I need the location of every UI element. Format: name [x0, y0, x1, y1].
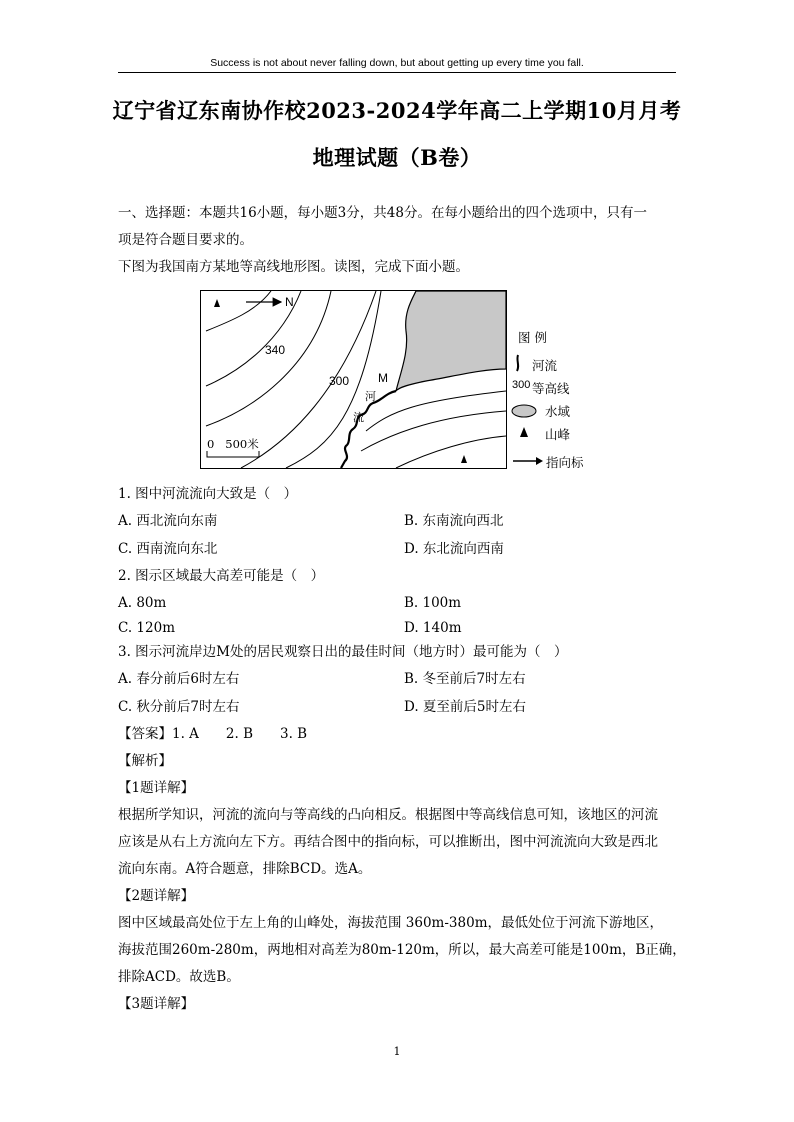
- contour-line: [206, 291, 271, 331]
- legend-river-icon: [514, 353, 534, 373]
- question-1-stem: 1. 图中河流流向大致是（ ）: [118, 486, 298, 502]
- legend-contour-label: 等高线: [532, 381, 570, 396]
- q1-detail-line: 根据所学知识，河流的流向与等高线的凸向相反。根据图中等高线信息可知，该地区的河流: [118, 807, 658, 823]
- header-rule: [118, 72, 676, 73]
- contour-line: [366, 391, 506, 431]
- contour-line: [241, 291, 376, 468]
- question-1-option-d: D. 东北流向西南: [404, 541, 504, 557]
- q1-detail-label: 【1题详解】: [118, 780, 195, 796]
- question-2-option-c: C. 120m: [118, 620, 175, 636]
- question-2-stem: 2. 图示区域最大高差可能是（ ）: [118, 568, 325, 584]
- contour-label-300: 300: [329, 374, 350, 388]
- q1-detail-line: 流向东南。A符合题意，排除BCD。选A。: [118, 861, 372, 877]
- legend-arrow-icon: [512, 455, 544, 467]
- legend-river-label: 河流: [532, 358, 558, 373]
- river-label-1: 河: [365, 390, 376, 403]
- q1-detail-line: 应该是从右上方流向左下方。再结合图中的指向标，可以推断出，图中河流流向大致是西北: [118, 834, 658, 850]
- q2-detail-line: 排除ACD。故选B。: [118, 969, 240, 985]
- legend-peak-icon: [518, 426, 530, 438]
- title-line-1: 辽宁省辽东南协作校2023-2024学年高二上学期10月月考: [112, 98, 682, 123]
- question-1-option-b: B. 东南流向西北: [404, 513, 504, 529]
- question-1-option-c: C. 西南流向东北: [118, 541, 218, 557]
- q2-detail-label: 【2题详解】: [118, 888, 195, 904]
- contour-line: [396, 436, 506, 468]
- question-3-option-d: D. 夏至前后5时左右: [404, 699, 527, 715]
- analysis-label: 【解析】: [118, 753, 172, 769]
- legend-arrow-label: 指向标: [546, 455, 584, 470]
- contour-line: [361, 411, 506, 451]
- legend-water-icon: [510, 404, 538, 418]
- question-2-option-a: A. 80m: [118, 595, 167, 611]
- river-label-2: 流: [353, 411, 364, 424]
- north-label: N: [285, 295, 294, 309]
- question-3-stem: 3. 图示河流岸边M处的居民观察日出的最佳时间（地方时）最可能为（ ）: [118, 644, 568, 660]
- question-3-option-c: C. 秋分前后7时左右: [118, 699, 240, 715]
- q2-detail-line: 图中区域最高处位于左上角的山峰处，海拔范围 360m-380m，最低处位于河流下游地区，: [118, 915, 663, 931]
- header-motto: Success is not about never falling down, but about getting up every time you fall.: [210, 57, 584, 69]
- figure-prompt: 下图为我国南方某地等高线地形图。读图，完成下面小题。: [118, 259, 469, 275]
- answer-line: 【答案】1. A 2. B 3. B: [118, 726, 308, 742]
- question-2-option-d: D. 140m: [404, 620, 462, 636]
- question-3-option-a: A. 春分前后6时左右: [118, 671, 240, 687]
- title-line-2: 地理试题（B卷）: [312, 145, 482, 170]
- legend-title: 图 例: [518, 330, 547, 345]
- peak-bottom-right: [461, 455, 467, 463]
- question-1-option-a: A. 西北流向东南: [118, 513, 218, 529]
- question-2-option-b: B. 100m: [404, 595, 462, 611]
- scale-label: 0 500米: [207, 437, 259, 451]
- contour-line: [206, 291, 331, 426]
- q2-detail-line: 海拔范围260m-280m，两地相对高差为80m-120m，所以，最大高差可能是100m，B正确，: [118, 942, 686, 958]
- section-instruction-2: 项是符合题目要求的。: [118, 232, 253, 248]
- legend-peak-label: 山峰: [545, 427, 571, 442]
- legend-contour-value: 300: [512, 379, 531, 391]
- point-m-label: M: [378, 371, 388, 385]
- contour-label-340: 340: [265, 343, 286, 357]
- water-body: [396, 291, 506, 391]
- section-instruction-1: 一、选择题：本题共16小题，每小题3分，共48分。在每小题给出的四个选项中，只有一: [118, 205, 647, 221]
- page-number: 1: [393, 1045, 401, 1058]
- peak-top-left: [214, 299, 220, 307]
- legend-water-label: 水域: [545, 404, 571, 419]
- question-3-option-b: B. 冬至前后7时左右: [404, 671, 526, 687]
- contour-map: [200, 290, 507, 469]
- q3-detail-label: 【3题详解】: [118, 996, 195, 1012]
